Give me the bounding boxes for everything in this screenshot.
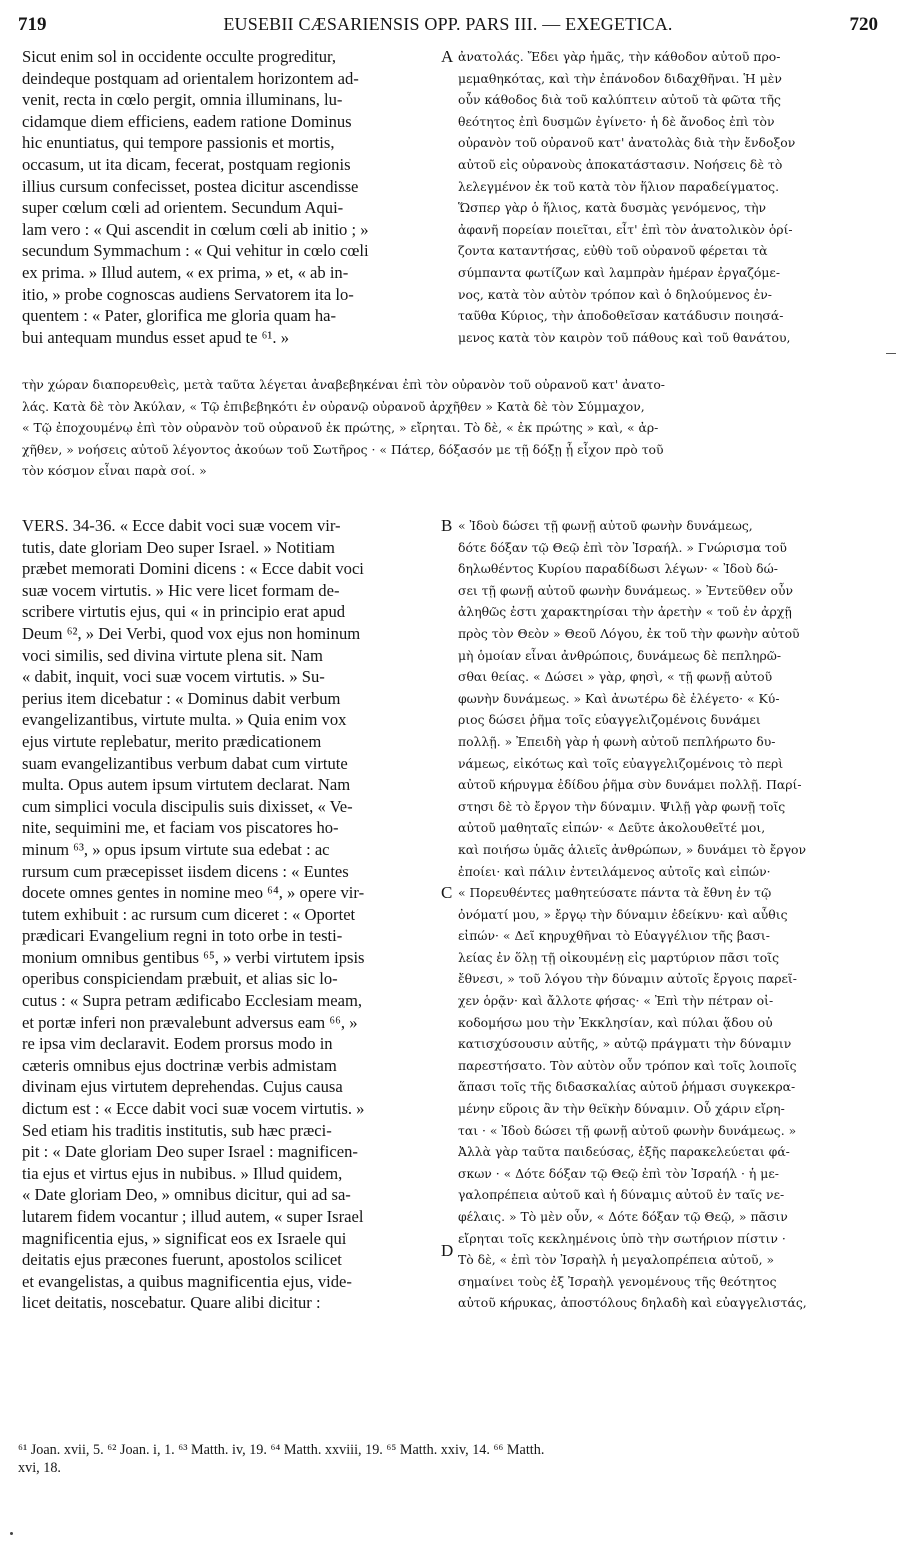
- greek-text-line: Ἀλλὰ γὰρ ταῦτα παιδεύσας, ἑξῆς παρακελεύεται φά-: [458, 1144, 790, 1160]
- page-number-right: 720: [849, 14, 878, 35]
- latin-text-line: quentem : « Pater, glorifica me gloria quam ha-: [22, 306, 337, 326]
- greek-text-line: σημαίνει τοὺς ἐξ Ἰσραὴλ γενομένους τῆς θεότητος: [458, 1273, 777, 1289]
- latin-text-line: scribere virtutis ejus, qui « in principio erat apud: [22, 602, 346, 622]
- greek-text-line: λάς. Κατὰ δὲ τὸν Ἀκύλαν, « Τῷ ἐπιβεβηκότι ἐν οὐρανῷ οὐρανοῦ ἀρχῆθεν » Κατὰ δὲ τὸν Σύμμαχον,: [22, 398, 645, 414]
- greek-text-line: τὴν χώραν διαπορευθεὶς, μετὰ ταῦτα λέγεται ἀναβεβηκέναι ἐπὶ τὸν οὐρανὸν τοῦ οὐρανοῦ κατ' ἀνατο-: [22, 377, 665, 392]
- latin-text-line: suam evangelizantibus verbum dabat cum virtute: [22, 753, 348, 773]
- latin-text-line: minum ⁶³, » opus ipsum virtute sua edebat : ac: [22, 839, 330, 859]
- latin-text-line: hic enuntiatus, qui tempore passionis et mortis,: [22, 133, 335, 153]
- greek-text-line: ἐποίει· καὶ πάλιν ἐντειλάμενος αὐτοῖς καὶ εἰπών·: [458, 863, 771, 879]
- greek-text-line: χῆθεν, » νοήσεις αὐτοῦ λέγοντος ἀκούων τοῦ Σωτῆρος · « Πάτερ, δόξασόν με τῇ δόξῃ ᾗ εἶχον πρὸ τοῦ: [22, 441, 664, 457]
- greek-text-line: ἀληθῶς ἐστι χαρακτηρίσαι τὴν ἀρετὴν « τοῦ ἐν ἀρχῇ: [458, 604, 792, 620]
- greek-text-line: πολλῇ. » Ἐπειδὴ γὰρ ἡ φωνὴ αὐτοῦ πεπλήρωτο δυ-: [458, 733, 776, 749]
- greek-text-line: κοδομήσω μου τὴν Ἐκκλησίαν, καὶ πύλαι ᾅδου οὐ: [458, 1014, 773, 1030]
- greek-text-line: « Ἰδοὺ δώσει τῇ φωνῇ αὐτοῦ φωνὴν δυνάμεως,: [458, 518, 753, 533]
- latin-text-line: tia ejus et virtus ejus in nubibus. » Illud quidem,: [22, 1163, 343, 1183]
- footnotes: [18, 1441, 878, 1477]
- greek-text-line: αὐτοῦ εἰς οὐρανοὺς ἀποκατάστασιν. Νοήσεις δὲ τὸ: [458, 156, 783, 172]
- greek-text-line: μὴ ὁμοίαν εἶναι ἀνθρώποις, δυνάμεως δὲ πεπληρῶ-: [458, 647, 782, 663]
- latin-text-line: suæ vocem virtutis. » Hic vere licet formam de-: [22, 580, 340, 600]
- latin-text-line: lam vero : « Qui ascendit in cœlum cœli ab initio ; »: [22, 219, 369, 239]
- greek-text-line: αὐτοῦ κήρυγμα ἐδίδου ῥῆμα σὺν δυνάμει πολλῇ. Παρί-: [458, 777, 802, 793]
- latin-text-line: secundum Symmachum : « Qui vehitur in cœlo cœli: [22, 241, 369, 261]
- latin-text-line: docete omnes gentes in nomine meo ⁶⁴, » opere vir-: [22, 883, 365, 903]
- greek-text-line: αὐτοῦ κήρυκας, ἀποστόλους δηλαδὴ καὶ εὐαγγελιστάς,: [458, 1295, 807, 1311]
- latin-text-line: perius item dicebatur : « Dominus dabit verbum: [22, 688, 341, 708]
- latin-text-line: magnificentia ejus, » significat eos ex Israele qui: [22, 1228, 347, 1248]
- greek-text-line: σύμπαντα φωτίζων καὶ λαμπρὰν ἡμέραν ἐργαζόμε-: [458, 264, 781, 280]
- greek-text-line: ἀνατολάς. Ἔδει γὰρ ἡμᾶς, τὴν κάθοδον αὐτοῦ προ-: [458, 49, 781, 64]
- latin-text-line: Sicut enim sol in occidente occulte progreditur,: [22, 47, 337, 66]
- latin-text-line: rursum cum præcepisset iisdem dicens : « Euntes: [22, 861, 349, 881]
- greek-text-line: θεότητος ἐπὶ δυσμῶν ἐγίνετο· ἡ δὲ ἄνοδος ἐπὶ τὸν: [458, 113, 775, 129]
- greek-text-line: σει τῇ φωνῇ αὐτοῦ φωνὴν δυνάμεως. » Ἐντεῦθεν οὖν: [458, 582, 794, 598]
- greek-text-line: μένην εὕροις ἂν τὴν θεϊκὴν δύναμιν. Οὗ χάριν εἴρη-: [458, 1101, 785, 1117]
- greek-text-line: οὖν κάθοδος διὰ τοῦ καλύπτειν αὐτοῦ τὰ φῶτα τῆς: [458, 92, 781, 108]
- latin-text-line: voci similis, sed divina virtute plena sit. Nam: [22, 645, 323, 665]
- greek-text-line: τὸν κόσμον εἶναι παρὰ σοί. »: [22, 463, 207, 479]
- greek-text-line: ἅπασι τοῖς τῆς διδασκαλίας αὐτοῦ ῥήμασι συγκεκρα-: [458, 1079, 796, 1095]
- latin-column-bottom: [22, 515, 438, 1314]
- greek-text-line: « Τῷ ἐποχουμένῳ ἐπὶ τὸν οὐρανὸν τοῦ οὐρανοῦ ἐκ πρώτης, » εἴρηται. Τὸ δὲ, « ἐκ πρώτης » καὶ, « ἀρ-: [22, 420, 659, 436]
- latin-text-line: evangelizantibus, virtute multa. » Quia enim vox: [22, 710, 347, 730]
- greek-text-line: ται · « Ἰδοὺ δώσει τῇ φωνῇ αὐτοῦ φωνὴν δυνάμεως. »: [458, 1122, 797, 1138]
- latin-text-line: Deum ⁶², » Dei Verbi, quod vox ejus non hominum: [22, 623, 361, 643]
- latin-text-line: deitatis ejus præcones fuerunt, apostolos scilicet: [22, 1250, 342, 1270]
- footnote-line: xvi, 18.: [18, 1460, 61, 1476]
- latin-text-line: operibus conspiciendam præbuit, et alias sic lo-: [22, 969, 338, 989]
- greek-text-line: ριος δώσει ῥῆμα τοῖς εὐαγγελιζομένοις δυνάμει: [458, 712, 761, 728]
- section-marker-d: D: [441, 1241, 454, 1260]
- margin-dot: [10, 1532, 13, 1535]
- latin-text-line: illius cursum confecisset, postea dicitur ascendisse: [22, 176, 359, 196]
- latin-text-line: itio, » probe cognoscas audiens Servatorem ita lo-: [22, 284, 354, 304]
- latin-text-line: lutarem fidem vocantur ; illud autem, « super Israel: [22, 1207, 364, 1226]
- greek-text-line: ἀφανῆ πορείαν ποιεῖται, εἶτ' ἐπὶ τὸν ἀνατολικὸν ὁρί-: [458, 221, 793, 237]
- latin-text-line: cutus : « Supra petram ædificabo Ecclesiam meam,: [22, 991, 363, 1011]
- greek-text-line: δότε δόξαν τῷ Θεῷ ἐπὶ τὸν Ἰσραήλ. » Γνώρισμα τοῦ: [458, 539, 787, 555]
- section-marker-c: C: [441, 883, 453, 902]
- running-title: EUSEBII CÆSARIENSIS OPP. PARS III. — EXEGETICA.: [223, 14, 673, 34]
- greek-text-line: φέλαις. » Τὸ μὲν οὖν, « Δότε δόξαν τῷ Θεῷ, » πᾶσιν: [458, 1209, 788, 1224]
- greek-text-line: σθαι θείας. « Δώσει » γὰρ, φησὶ, « τῇ φωνῇ αὐτοῦ: [458, 669, 773, 685]
- greek-text-line: εἰπών· « Δεῖ κηρυχθῆναι τὸ Εὐαγγέλιον τῆς βασι-: [458, 928, 770, 944]
- greek-text-line: λείας ἐν ὅλῃ τῇ οἰκουμένῃ εἰς μαρτύριον πᾶσι τοῖς: [458, 949, 780, 965]
- greek-text-line: δηλωθέντος Κυρίου παραδίδωσι λέγων· « Ἰδοὺ δώ-: [458, 561, 778, 577]
- latin-text-line: tutis, date gloriam Deo super Israel. » Notitiam: [22, 537, 335, 557]
- greek-text-line: μεμαθηκότας, καὶ τὴν ἐπάνοδον διδαχθῆναι. Ἡ μὲν: [458, 70, 782, 86]
- page-number-left: 719: [18, 14, 47, 35]
- latin-text-line: cidamque diem efficiens, eadem ratione Dominus: [22, 111, 352, 131]
- greek-text-line: αὐτοῦ μαθηταῖς εἰπών· « Δεῦτε ἀκολουθεῖτέ μοι,: [458, 820, 766, 836]
- latin-text-line: nite, sequimini me, et faciam vos piscatores ho-: [22, 818, 339, 838]
- latin-text-line: Sed etiam his traditis institutis, sub hæc præci-: [22, 1120, 332, 1140]
- greek-text-line: ὀνόματί μου, » ἔργῳ τὴν δύναμιν ἐδείκνυ· καὶ αὖθις: [458, 906, 788, 922]
- latin-text-line: venit, recta in cœlo pergit, omnia illuminans, lu-: [22, 90, 343, 110]
- greek-text-line: καὶ ποιήσω ὑμᾶς ἁλιεῖς ἀνθρώπων, » δυνάμει τὸ ἔργον: [458, 841, 807, 857]
- greek-text-line: Ὥσπερ γὰρ ὁ ἥλιος, κατὰ δυσμὰς γενόμενος, τὴν: [458, 200, 767, 216]
- greek-text-line: Τὸ δὲ, « ἐπὶ τὸν Ἰσραὴλ ἡ μεγαλοπρέπεια αὐτοῦ, »: [458, 1252, 775, 1268]
- latin-text-line: dictum est : « Ecce dabit voci suæ vocem virtutis. »: [22, 1099, 365, 1119]
- latin-text-line: « Date gloriam Deo, » omnibus dicitur, qui ad sa-: [22, 1185, 351, 1205]
- greek-text-line: νος, κατὰ τὸν αὐτὸν τρόπον καὶ ὁ δηλούμενος ἐν-: [458, 286, 772, 302]
- latin-text-line: prædicari Evangelium regni in toto orbe in testi-: [22, 926, 343, 946]
- latin-text-line: « dabit, inquit, voci suæ vocem virtutis. » Su-: [22, 667, 325, 687]
- greek-column-top: [458, 46, 876, 348]
- section-marker-a: A: [441, 47, 454, 66]
- latin-text-line: monium omnibus gentibus ⁶⁵, » verbi virtutem ipsis: [22, 947, 365, 967]
- latin-text-line: præbet memorati Domini dicens : « Ecce dabit voci: [22, 559, 364, 579]
- latin-text-line: ex prima. » Illud autem, « ex prima, » et, « ab in-: [22, 262, 349, 282]
- greek-text-line: ζοντα καταντήσας, εὐθὺ τοῦ οὐρανοῦ φέρεται τὰ: [458, 243, 768, 259]
- latin-text-line: deindeque postquam ad orientalem horizontem ad-: [22, 68, 359, 88]
- latin-text-line: re ipsa vim declaravit. Eodem prorsus modo in: [22, 1034, 333, 1054]
- greek-text-line: παρεστήσατο. Τὸν αὐτὸν οὖν τρόπον καὶ τοῖς λοιποῖς: [458, 1057, 797, 1073]
- latin-text-line: bui antequam mundus esset apud te ⁶¹. »: [22, 327, 289, 347]
- footnote-line: ⁶¹ Joan. xvii, 5. ⁶² Joan. i, 1. ⁶³ Matth. iv, 19. ⁶⁴ Matth. xxviii, 19. ⁶⁵ Matth. xxiv, 14. ⁶⁶ Matth.: [18, 1442, 545, 1458]
- greek-text-line: ταῦθα Κύριος, τὴν ἀποδοθεῖσαν κατάδυσιν ποιησά-: [458, 308, 784, 324]
- latin-text-line: et evangelistas, a quibus magnificentia ejus, vide-: [22, 1271, 352, 1291]
- latin-text-line: divinam ejus virtutem deprehendas. Cujus causa: [22, 1077, 343, 1097]
- greek-text-line: « Πορευθέντες μαθητεύσατε πάντα τὰ ἔθνη ἐν τῷ: [458, 885, 772, 901]
- section-marker-b: B: [441, 516, 453, 535]
- greek-full-width-passage: [22, 374, 876, 482]
- greek-text-line: νάμεως, εἰκότως καὶ τοῖς εὐαγγελιζομένοις τὸ περὶ: [458, 755, 784, 771]
- greek-text-line: φωνὴν δυνάμεως. » Καὶ ἀνωτέρω δὲ ἐλέγετο· « Κύ-: [458, 690, 780, 706]
- latin-text-line: et portæ inferi non prævalebunt adversus eam ⁶⁶, »: [22, 1012, 358, 1032]
- greek-text-line: ἔθνεσι, » τοῦ λόγου τὴν δύναμιν αὐτοῖς ἔργοις παρεῖ-: [458, 971, 797, 987]
- latin-text-line: cæteris omnibus ejus doctrinæ verbis admistam: [22, 1055, 337, 1075]
- latin-text-line: ejus virtute replebatur, merito prædicationem: [22, 731, 322, 751]
- latin-text-line: cum simplici vocula discipulis suis dixisset, « Ve-: [22, 796, 353, 816]
- latin-text-line: pit : « Date gloriam Deo super Israel : magnificen-: [22, 1142, 358, 1162]
- greek-text-line: πρὸς τὸν Θεὸν » Θεοῦ Λόγου, ἐκ τοῦ τὴν φωνὴν αὐτοῦ: [458, 625, 800, 641]
- greek-text-line: στησι δὲ τὸ ἔργον τὴν δύναμιν. Ψιλῇ γὰρ φωνῇ τοῖς: [458, 798, 786, 814]
- latin-text-line: occasum, ut ita dicam, fecerat, postquam regionis: [22, 154, 351, 174]
- greek-text-line: οὐρανὸν τοῦ οὐρανοῦ κατ' ἀνατολὰς διὰ τὴν ἔνδοξον: [458, 135, 796, 151]
- greek-text-line: εἴρηται τοῖς κεκλημένοις ὑπὸ τὴν σωτήριον πίστιν ·: [458, 1230, 786, 1246]
- latin-text-line: super cœlum cœli ad orientem. Secundum Aqui-: [22, 198, 344, 218]
- latin-text-line: VERS. 34-36. « Ecce dabit voci suæ vocem vir-: [22, 516, 341, 535]
- margin-dash: [886, 353, 896, 354]
- latin-text-line: tutem exhibuit : ac rursum cum diceret : « Oportet: [22, 904, 356, 924]
- greek-text-line: μενος κατὰ τὸν καιρὸν τοῦ πάθους καὶ τοῦ θανάτου,: [458, 329, 791, 345]
- greek-text-line: χεν ὁρᾷν· καὶ ἄλλοτε φήσας· « Ἐπὶ τὴν πέτραν οἰ-: [458, 993, 774, 1009]
- greek-text-line: λελεγμένον ἐκ τοῦ κατὰ τὸν ἥλιον παραδείγματος.: [458, 178, 780, 194]
- latin-column-top: [22, 46, 438, 348]
- latin-text-line: licet deitatis, noscebatur. Quare alibi dicitur :: [22, 1293, 321, 1313]
- greek-column-bottom: [458, 515, 876, 1314]
- greek-text-line: γαλοπρέπεια αὐτοῦ καὶ ἡ δύναμις αὐτοῦ ἐν ταῖς νε-: [458, 1187, 785, 1203]
- greek-text-line: κατισχύσουσιν αὐτῆς, » αὐτῷ πράγματι τὴν δύναμιν: [458, 1036, 792, 1052]
- latin-text-line: multa. Opus autem ipsum virtutem declarat. Nam: [22, 775, 351, 795]
- page-header: [18, 14, 878, 44]
- greek-text-line: σκων · « Δότε δόξαν τῷ Θεῷ ἐπὶ τὸν Ἰσραήλ · ἡ με-: [458, 1165, 779, 1181]
